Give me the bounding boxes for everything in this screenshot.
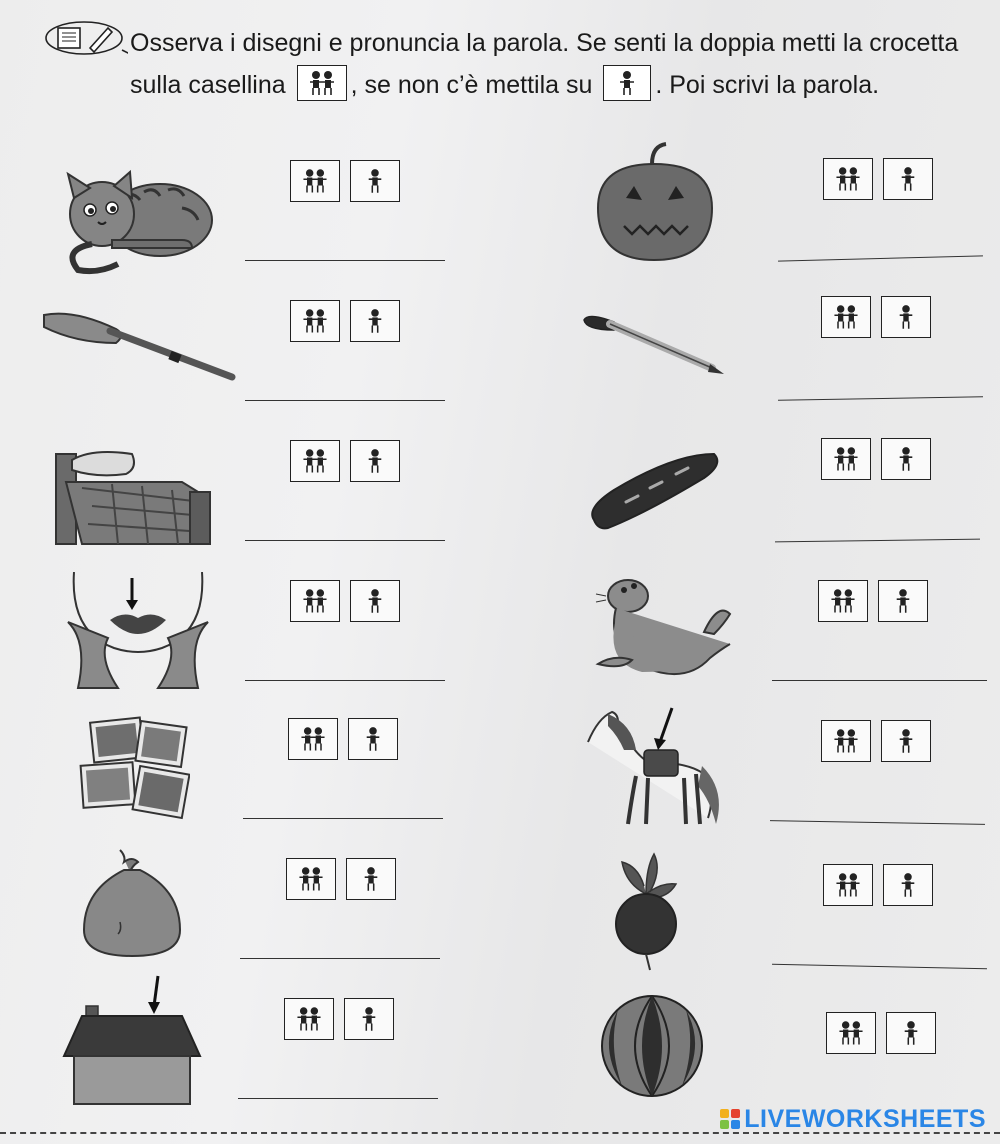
double-checkbox[interactable] (290, 160, 340, 202)
two-children-icon (299, 448, 331, 474)
answer-line[interactable] (238, 1098, 438, 1099)
one-child-icon (897, 304, 915, 330)
photos-choice-boxes (288, 718, 398, 760)
answer-line[interactable] (245, 400, 445, 401)
two-children-icon (832, 166, 864, 192)
legend-single-box (603, 65, 651, 101)
two-children-icon (827, 588, 859, 614)
liveworksheets-logo (720, 1104, 986, 1134)
double-checkbox[interactable] (821, 438, 871, 480)
ball-choice-boxes (826, 1012, 936, 1054)
double-checkbox[interactable] (288, 718, 338, 760)
single-checkbox[interactable] (350, 160, 400, 202)
single-checkbox[interactable] (350, 440, 400, 482)
answer-line[interactable] (245, 680, 445, 681)
roof-choice-boxes (284, 998, 394, 1040)
seal-icon (594, 572, 734, 686)
one-child-icon (366, 588, 384, 614)
lips-icon (66, 572, 210, 690)
two-children-icon (830, 446, 862, 472)
single-checkbox[interactable] (886, 1012, 936, 1054)
answer-line[interactable] (240, 958, 440, 959)
one-child-icon (362, 866, 380, 892)
beet-choice-boxes (823, 864, 933, 906)
double-checkbox[interactable] (826, 1012, 876, 1054)
lips-choice-boxes (290, 580, 400, 622)
one-child-icon (617, 70, 637, 96)
horse-saddle-icon (584, 706, 724, 830)
two-children-icon (304, 70, 340, 96)
single-checkbox[interactable] (348, 718, 398, 760)
pumpkin-icon (590, 142, 720, 266)
single-checkbox[interactable] (881, 438, 931, 480)
beet-icon (610, 850, 682, 972)
brand-mark-icon (720, 1109, 740, 1129)
pen-icon (580, 310, 726, 378)
ball-icon (598, 992, 706, 1100)
instruction-part2: , se non c’è mettila su (350, 71, 593, 99)
instruction-part3: . Poi scrivi la parola. (655, 71, 880, 99)
one-child-icon (902, 1020, 920, 1046)
double-checkbox[interactable] (818, 580, 868, 622)
pumpkin-choice-boxes (823, 158, 933, 200)
one-child-icon (899, 166, 917, 192)
horse-choice-boxes (821, 720, 931, 762)
instruction-part1: Osserva i disegni e pronuncia la parola. Se senti la doppia metti la crocetta sulla casellina (130, 29, 959, 99)
oar-choice-boxes (290, 300, 400, 342)
one-child-icon (366, 448, 384, 474)
oar-icon (40, 305, 240, 385)
two-children-icon (830, 304, 862, 330)
single-checkbox[interactable] (350, 300, 400, 342)
single-checkbox[interactable] (883, 158, 933, 200)
bread-choice-boxes (821, 438, 931, 480)
sack-icon (80, 848, 184, 958)
single-checkbox[interactable] (878, 580, 928, 622)
one-child-icon (899, 872, 917, 898)
two-children-icon (299, 308, 331, 334)
two-children-icon (299, 168, 331, 194)
two-children-icon (835, 1020, 867, 1046)
roof-icon (62, 972, 202, 1106)
single-checkbox[interactable] (883, 864, 933, 906)
answer-line[interactable] (245, 260, 445, 261)
two-children-icon (295, 866, 327, 892)
seal-choice-boxes (818, 580, 928, 622)
single-checkbox[interactable] (344, 998, 394, 1040)
double-checkbox[interactable] (290, 300, 340, 342)
double-checkbox[interactable] (290, 440, 340, 482)
photos-icon (78, 714, 190, 822)
one-child-icon (897, 728, 915, 754)
legend-double-box (297, 65, 347, 101)
single-checkbox[interactable] (881, 720, 931, 762)
one-child-icon (360, 1006, 378, 1032)
single-checkbox[interactable] (881, 296, 931, 338)
brand-text: LIVEWORKSHEETS (744, 1104, 986, 1133)
answer-line[interactable] (243, 818, 443, 819)
answer-line[interactable] (772, 680, 987, 681)
double-checkbox[interactable] (821, 720, 871, 762)
double-checkbox[interactable] (821, 296, 871, 338)
cat-icon (52, 168, 216, 276)
double-checkbox[interactable] (284, 998, 334, 1040)
two-children-icon (293, 1006, 325, 1032)
two-children-icon (299, 588, 331, 614)
one-child-icon (894, 588, 912, 614)
single-checkbox[interactable] (350, 580, 400, 622)
two-children-icon (297, 726, 329, 752)
one-child-icon (366, 308, 384, 334)
pen-choice-boxes (821, 296, 931, 338)
bread-loaf-icon (586, 450, 726, 536)
two-children-icon (832, 872, 864, 898)
single-checkbox[interactable] (346, 858, 396, 900)
double-checkbox[interactable] (286, 858, 336, 900)
book-pencil-icon (44, 20, 128, 56)
one-child-icon (897, 446, 915, 472)
double-checkbox[interactable] (823, 864, 873, 906)
double-checkbox[interactable] (823, 158, 873, 200)
instruction-text (130, 22, 960, 106)
bed-choice-boxes (290, 440, 400, 482)
two-children-icon (830, 728, 862, 754)
double-checkbox[interactable] (290, 580, 340, 622)
sack-choice-boxes (286, 858, 396, 900)
bed-icon (52, 432, 214, 548)
one-child-icon (364, 726, 382, 752)
answer-line[interactable] (245, 540, 445, 541)
one-child-icon (366, 168, 384, 194)
cat-choice-boxes (290, 160, 400, 202)
